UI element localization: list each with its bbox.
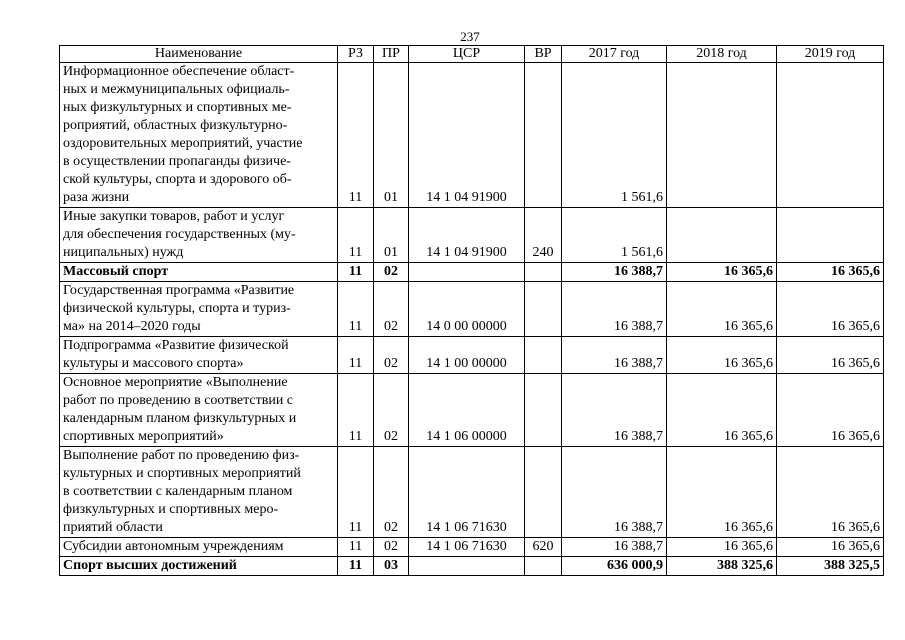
row-name-line: ных и межмуниципальных официаль- [63, 82, 290, 97]
row-2019: 16 365,6 [777, 538, 884, 557]
row-2019: 16 365,6 [777, 282, 884, 337]
row-vr [525, 263, 562, 282]
row-rz: 11 [338, 337, 374, 374]
row-pr: 03 [374, 557, 409, 576]
row-name-line: ниципальных) нужд [63, 245, 184, 260]
page-number: 237 [460, 29, 480, 44]
row-vr: 240 [525, 208, 562, 263]
row-2017: 636 000,9 [562, 557, 667, 576]
row-name-line: Информационное обеспечение област- [63, 64, 295, 79]
row-name-line: Подпрограмма «Развитие физической [63, 338, 289, 353]
row-2018: 16 365,6 [667, 374, 777, 447]
row-2017: 16 388,7 [562, 374, 667, 447]
header-csr: ЦСР [409, 46, 525, 63]
row-name [60, 374, 338, 447]
row-name-line: Государственная программа «Развитие [63, 283, 295, 298]
row-name-line: Выполнение работ по проведению физ- [63, 448, 300, 463]
row-name-line: раза жизни [63, 190, 130, 205]
row-name-line: календарным планом физкультурных и [63, 411, 297, 426]
row-name [60, 337, 338, 374]
row-pr: 02 [374, 538, 409, 557]
row-rz: 11 [338, 374, 374, 447]
row-name-line: Основное мероприятие «Выполнение [63, 375, 288, 390]
budget-table [59, 45, 884, 576]
row-name [60, 557, 338, 576]
header-vr: ВР [525, 46, 562, 63]
row-2017: 16 388,7 [562, 263, 667, 282]
table-row [60, 337, 884, 374]
row-2019: 388 325,5 [777, 557, 884, 576]
row-2018: 16 365,6 [667, 263, 777, 282]
row-vr [525, 282, 562, 337]
row-name [60, 282, 338, 337]
row-vr [525, 374, 562, 447]
row-name-line: в соответствии с календарным планом [63, 484, 293, 499]
row-name-line: спортивных мероприятий» [63, 429, 224, 444]
row-csr [409, 263, 525, 282]
row-2017: 16 388,7 [562, 337, 667, 374]
row-name-line: физкультурных и спортивных меро- [63, 502, 279, 517]
row-csr: 14 0 00 00000 [409, 282, 525, 337]
table-row [60, 282, 884, 337]
row-name-line: культурных и спортивных мероприятий [63, 466, 301, 481]
row-name-line: ма» на 2014–2020 годы [63, 319, 201, 334]
row-2018 [667, 208, 777, 263]
row-csr: 14 1 06 00000 [409, 374, 525, 447]
row-2019 [777, 208, 884, 263]
row-vr [525, 63, 562, 208]
row-rz: 11 [338, 447, 374, 538]
row-name-line: Иные закупки товаров, работ и услуг [63, 209, 285, 224]
table-body [60, 63, 884, 576]
row-name-line: Массовый спорт [63, 264, 169, 279]
row-2019: 16 365,6 [777, 337, 884, 374]
row-2017: 16 388,7 [562, 538, 667, 557]
row-csr: 14 1 06 71630 [409, 447, 525, 538]
header-pr: ПР [374, 46, 409, 63]
row-pr: 02 [374, 263, 409, 282]
row-2019: 16 365,6 [777, 374, 884, 447]
table-row [60, 447, 884, 538]
row-rz: 11 [338, 63, 374, 208]
row-2019 [777, 63, 884, 208]
header-name: Наименование [60, 46, 338, 63]
row-name [60, 208, 338, 263]
row-2018: 16 365,6 [667, 282, 777, 337]
row-2019: 16 365,6 [777, 447, 884, 538]
row-csr: 14 1 06 71630 [409, 538, 525, 557]
row-pr: 01 [374, 208, 409, 263]
row-rz: 11 [338, 208, 374, 263]
row-rz: 11 [338, 538, 374, 557]
row-name-line: ных физкультурных и спортивных ме- [63, 100, 292, 115]
row-rz: 11 [338, 557, 374, 576]
table-row [60, 557, 884, 576]
row-2018: 388 325,6 [667, 557, 777, 576]
header-2017: 2017 год [562, 46, 667, 63]
row-name-line: оздоровительных мероприятий, участие [63, 136, 303, 151]
row-name-line: физической культуры, спорта и туриз- [63, 301, 291, 316]
row-2018: 16 365,6 [667, 447, 777, 538]
row-name-line: культуры и массового спорта» [63, 356, 244, 371]
row-2017: 1 561,6 [562, 63, 667, 208]
row-name-line: роприятий, областных физкультурно- [63, 118, 288, 133]
row-name [60, 263, 338, 282]
row-csr: 14 1 04 91900 [409, 63, 525, 208]
row-name [60, 538, 338, 557]
table-row [60, 63, 884, 208]
row-pr: 02 [374, 447, 409, 538]
row-csr [409, 557, 525, 576]
row-vr [525, 557, 562, 576]
header-2019: 2019 год [777, 46, 884, 63]
row-2017: 16 388,7 [562, 447, 667, 538]
row-pr: 01 [374, 63, 409, 208]
row-2017: 1 561,6 [562, 208, 667, 263]
row-name-line: в осуществлении пропаганды физиче- [63, 154, 291, 169]
row-name-line: Спорт высших достижений [63, 558, 237, 573]
table-row [60, 374, 884, 447]
row-pr: 02 [374, 374, 409, 447]
table-row [60, 208, 884, 263]
table-header-row [60, 46, 884, 63]
row-rz: 11 [338, 282, 374, 337]
row-2018: 16 365,6 [667, 337, 777, 374]
row-vr [525, 447, 562, 538]
row-name-line: для обеспечения государственных (му- [63, 227, 296, 242]
row-pr: 02 [374, 282, 409, 337]
row-vr [525, 337, 562, 374]
row-name [60, 63, 338, 208]
row-name-line: работ по проведению в соответствии с [63, 393, 294, 408]
row-2018 [667, 63, 777, 208]
row-2018: 16 365,6 [667, 538, 777, 557]
row-2019: 16 365,6 [777, 263, 884, 282]
row-name-line: ской культуры, спорта и здорового об- [63, 172, 292, 187]
row-name-line: приятий области [63, 520, 163, 535]
row-csr: 14 1 04 91900 [409, 208, 525, 263]
row-rz: 11 [338, 263, 374, 282]
header-rz: РЗ [338, 46, 374, 63]
table-row [60, 538, 884, 557]
header-2018: 2018 год [667, 46, 777, 63]
table-row [60, 263, 884, 282]
row-name-line: Субсидии автономным учреждениям [63, 539, 284, 554]
row-vr: 620 [525, 538, 562, 557]
row-2017: 16 388,7 [562, 282, 667, 337]
row-name [60, 447, 338, 538]
row-csr: 14 1 00 00000 [409, 337, 525, 374]
row-pr: 02 [374, 337, 409, 374]
